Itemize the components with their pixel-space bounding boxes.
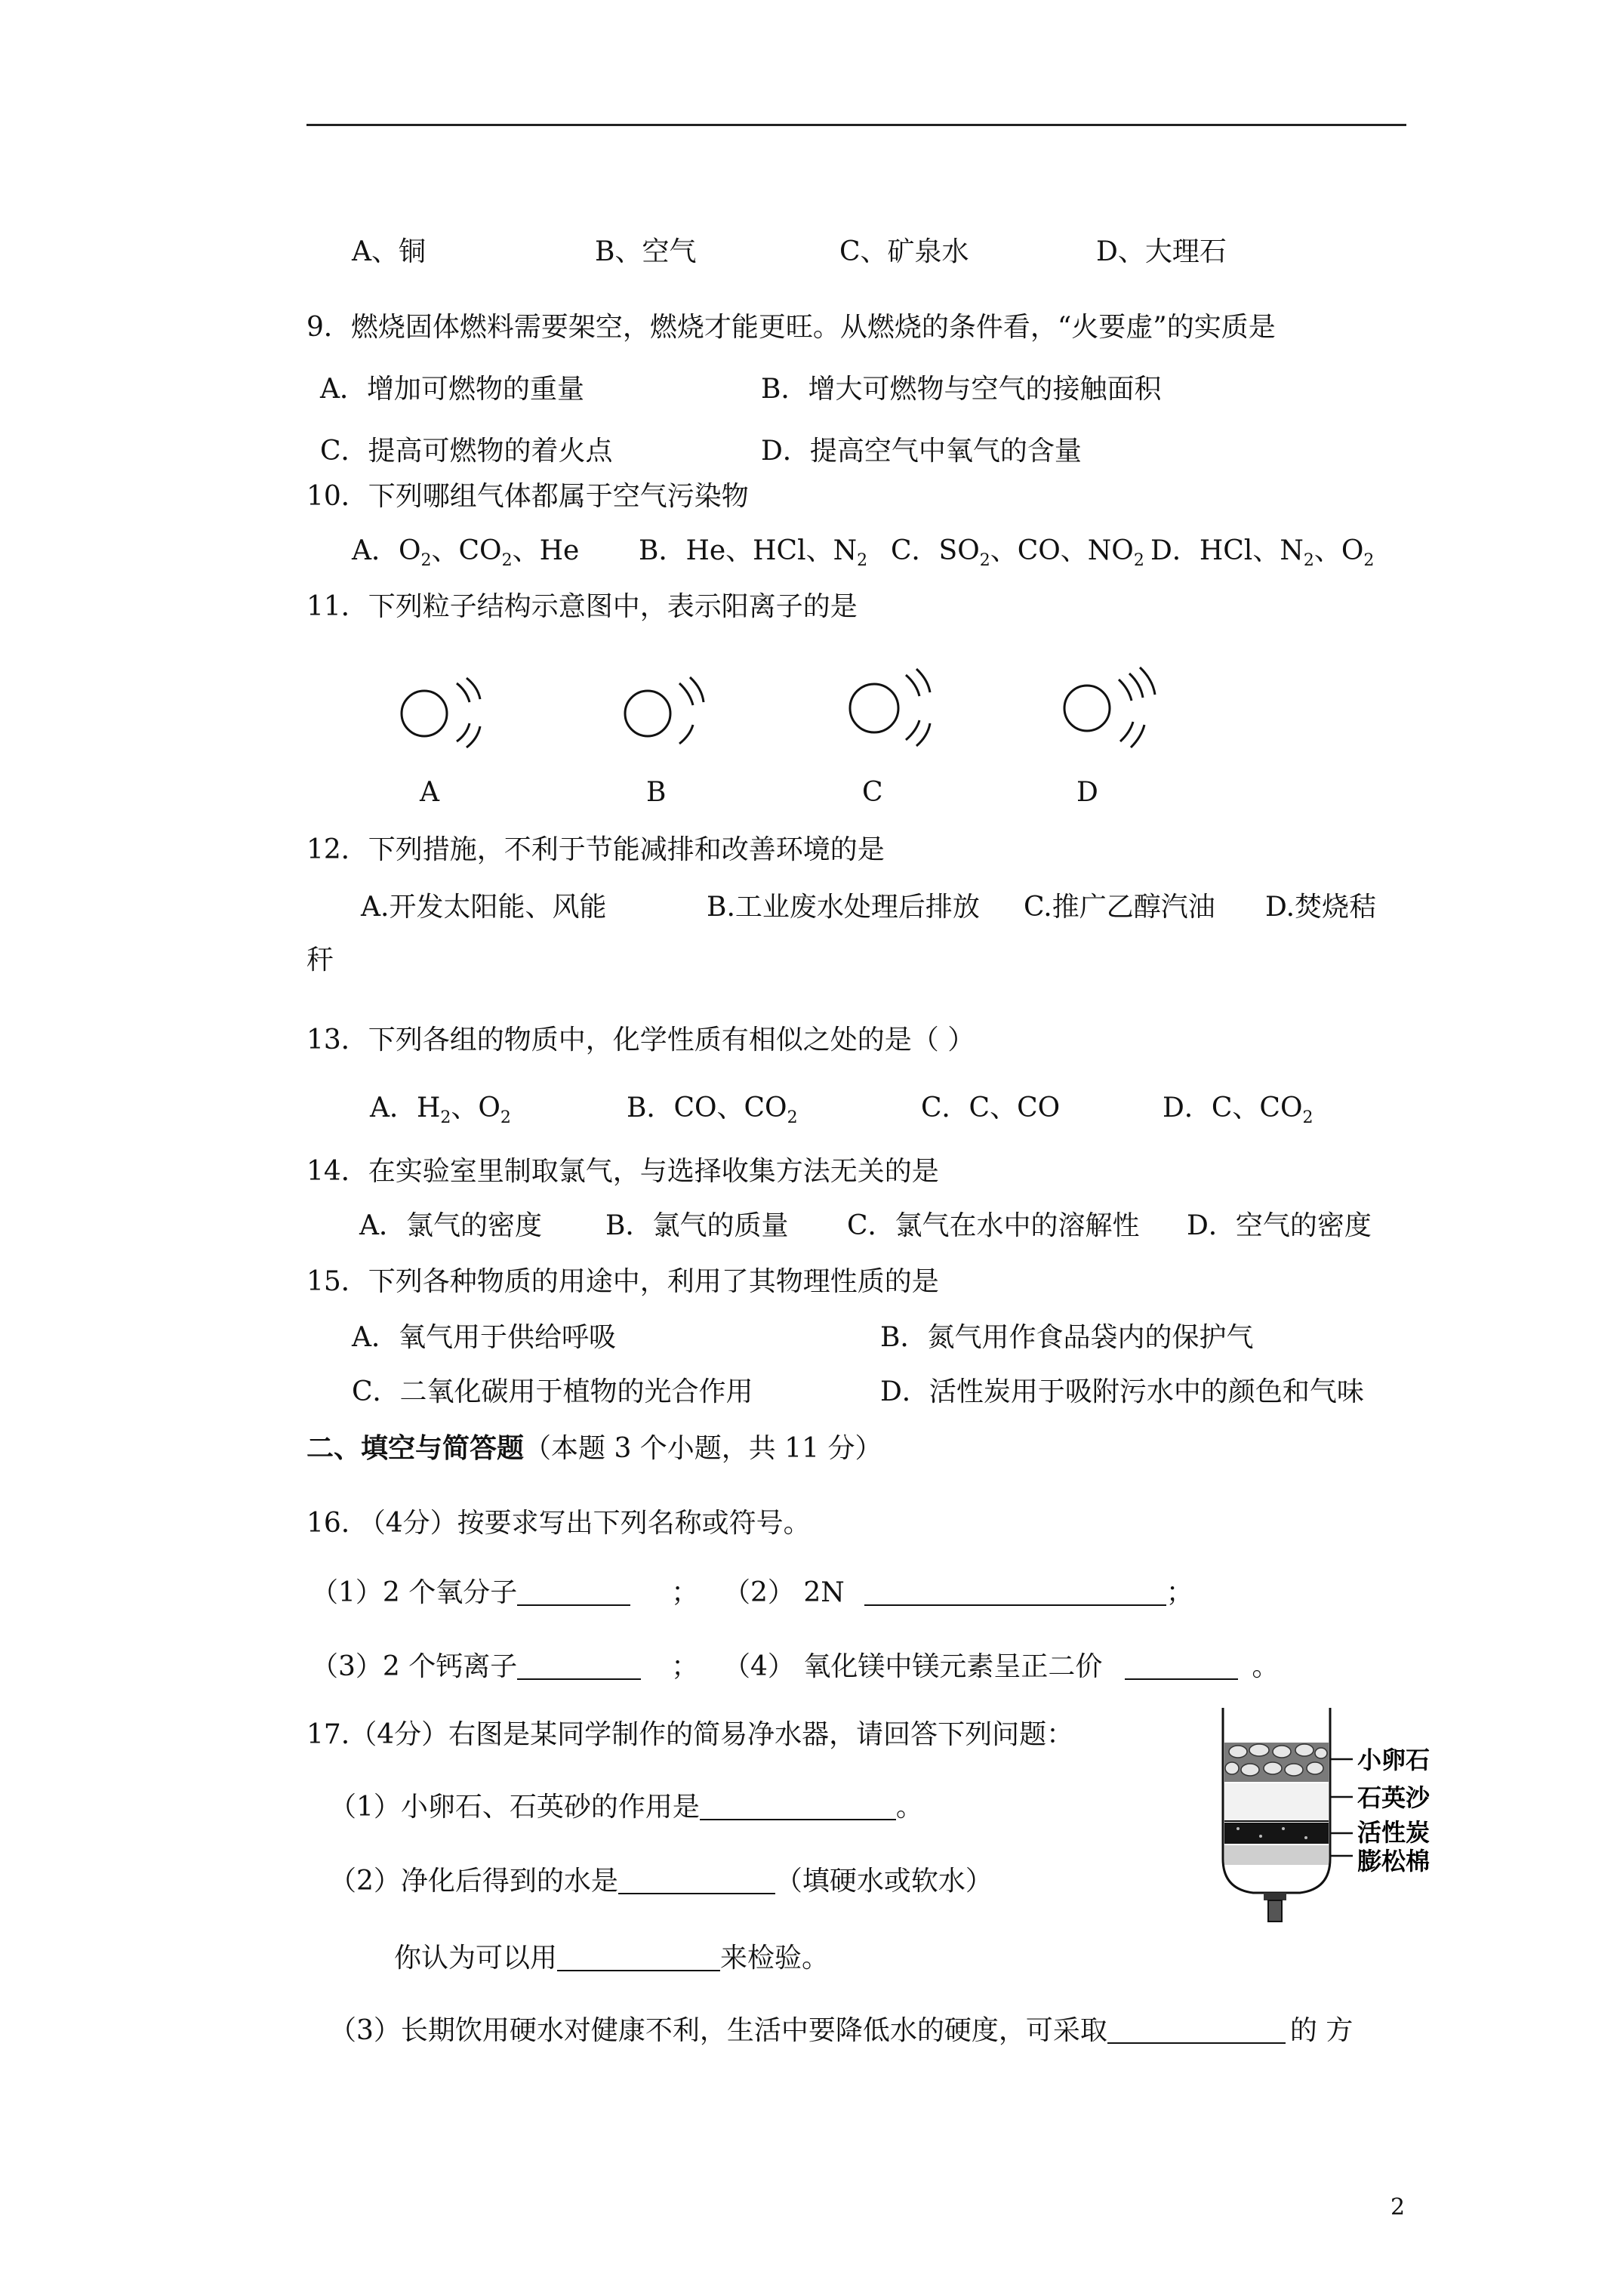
q10-option-a: A．$O_2$、$CO_2$、He: [352, 535, 580, 570]
water-purifier-figure: [1215, 1708, 1457, 1927]
q14-stem: 14．在实验室里制取氯气，与选择收集方法无关的是: [306, 1156, 939, 1187]
section2-note: （本题 3 个小题，共 11 分）: [524, 1433, 882, 1464]
q13-stem: 13．下列各组的物质中，化学性质有相似之处的是（ ）: [306, 1025, 975, 1056]
q15-option-c: C．二氧化碳用于植物的光合作用: [352, 1376, 753, 1407]
q13-option-d: D．C、$CO_2$: [1163, 1093, 1313, 1127]
q12-option-c: C.推广乙醇汽油: [1024, 892, 1215, 923]
q16-blank-4[interactable]: [1125, 1656, 1238, 1680]
q17-part2b: 你认为可以用 来检验。: [394, 1943, 830, 1974]
particle-d-diagram: [1064, 667, 1155, 747]
q11-label-b: B: [646, 777, 667, 808]
q12-option-b: B.工业废水处理后排放: [707, 892, 980, 923]
label-pebbles: 小卵石: [1357, 1746, 1431, 1774]
q16-blank-3[interactable]: [517, 1656, 641, 1680]
particle-b-diagram: [625, 677, 704, 744]
q16-blank-2[interactable]: [864, 1582, 1166, 1606]
q8-option-d: D、大理石: [1096, 236, 1227, 267]
q8-option-c: C、矿泉水: [839, 236, 969, 267]
section2-title: 二、填空与简答题: [306, 1432, 525, 1464]
q15-option-d: D．活性炭用于吸附污水中的颜色和气味: [880, 1376, 1364, 1407]
q15-option-b: B．氮气用作食品袋内的保护气: [880, 1322, 1254, 1353]
q16-part3: （3）2 个钙离子 ；: [311, 1651, 699, 1682]
q11-particle-diagrams: [377, 657, 1283, 808]
page-number: 2: [1390, 2194, 1406, 2220]
q10-option-c: C．$SO_2$、CO、$NO_2$: [891, 535, 1144, 570]
q17-blank-1[interactable]: [700, 1796, 896, 1820]
q17-part1: （1）小卵石、石英砂的作用是 。: [329, 1792, 923, 1823]
header-rule: [306, 124, 1406, 126]
particle-c-diagram: [850, 669, 930, 746]
q12-option-a: A.开发太阳能、风能: [361, 892, 607, 923]
q11-label-c: C: [862, 777, 883, 808]
q14-option-c: C．氯气在水中的溶解性: [847, 1210, 1140, 1241]
q16-stem: 16. （4分）按要求写出下列名称或符号。: [306, 1508, 811, 1539]
q12-option-d-cont: 秆: [306, 945, 334, 975]
q10-stem: 10．下列哪组气体都属于空气污染物: [306, 481, 749, 512]
q17-blank-4[interactable]: [1107, 2020, 1286, 2044]
q17-stem: 17.（4分）右图是某同学制作的简易净水器，请回答下列问题：: [306, 1719, 1074, 1750]
q10-option-d: D．HCl、$N_2$、$O_2$: [1150, 535, 1375, 570]
q13-option-c: C．C、CO: [921, 1093, 1061, 1123]
q16-part2: （2） 2N ；: [723, 1577, 1193, 1608]
q9-option-b: B．增大可燃物与空气的接触面积: [761, 374, 1162, 405]
q15-option-a: A．氧气用于供给呼吸: [352, 1322, 616, 1353]
q12-stem: 12．下列措施，不利于节能减排和改善环境的是: [306, 834, 885, 865]
q16-part1: （1）2 个氧分子 ；: [311, 1577, 699, 1608]
q16-blank-1[interactable]: [517, 1582, 630, 1606]
q14-option-b: B．氯气的质量: [605, 1210, 789, 1241]
q9-stem: 9．燃烧固体燃料需要架空，燃烧才能更旺。从燃烧的条件看，“火要虚”的实质是: [306, 312, 1276, 343]
q17-part2: （2）净化后得到的水是 （填硬水或软水）: [329, 1866, 993, 1897]
q17-blank-3[interactable]: [557, 1947, 720, 1971]
label-cotton: 膨松棉: [1357, 1847, 1431, 1875]
particle-a-diagram: [402, 678, 480, 747]
q11-label-a: A: [420, 777, 439, 808]
q16-part4: （4） 氧化镁中镁元素呈正二价 。: [723, 1651, 1280, 1682]
q9-option-a: A．增加可燃物的重量: [320, 374, 584, 405]
q14-option-a: A．氯气的密度: [359, 1210, 542, 1241]
q13-option-a: A．$H_2$、$O_2$: [370, 1093, 511, 1127]
q9-option-d: D．提高空气中氧气的含量: [761, 436, 1082, 467]
q14-option-d: D．空气的密度: [1187, 1210, 1372, 1241]
q15-stem: 15．下列各种物质的用途中，利用了其物理性质的是: [306, 1266, 939, 1297]
q17-blank-2[interactable]: [618, 1870, 775, 1894]
q9-option-c: C．提高可燃物的着火点: [320, 436, 613, 467]
q12-option-d: D.焚烧秸: [1265, 892, 1377, 923]
label-activated-carbon: 活性炭: [1357, 1818, 1431, 1847]
q11-stem: 11．下列粒子结构示意图中，表示阳离子的是: [306, 591, 858, 622]
q10-option-b: B．He、HCl、$N_2$: [639, 535, 868, 570]
q8-option-b: B、空气: [595, 236, 697, 267]
q8-option-a: A、铜: [352, 236, 426, 267]
q17-part3: （3）长期饮用硬水对健康不利，生活中要降低水的硬度，可采取 的 方: [329, 2015, 1354, 2046]
label-quartz-sand: 石英沙: [1357, 1783, 1431, 1812]
q13-option-b: B．CO、$CO_2$: [627, 1093, 798, 1127]
section2-heading: [306, 1432, 882, 1465]
q11-label-d: D: [1076, 777, 1098, 808]
